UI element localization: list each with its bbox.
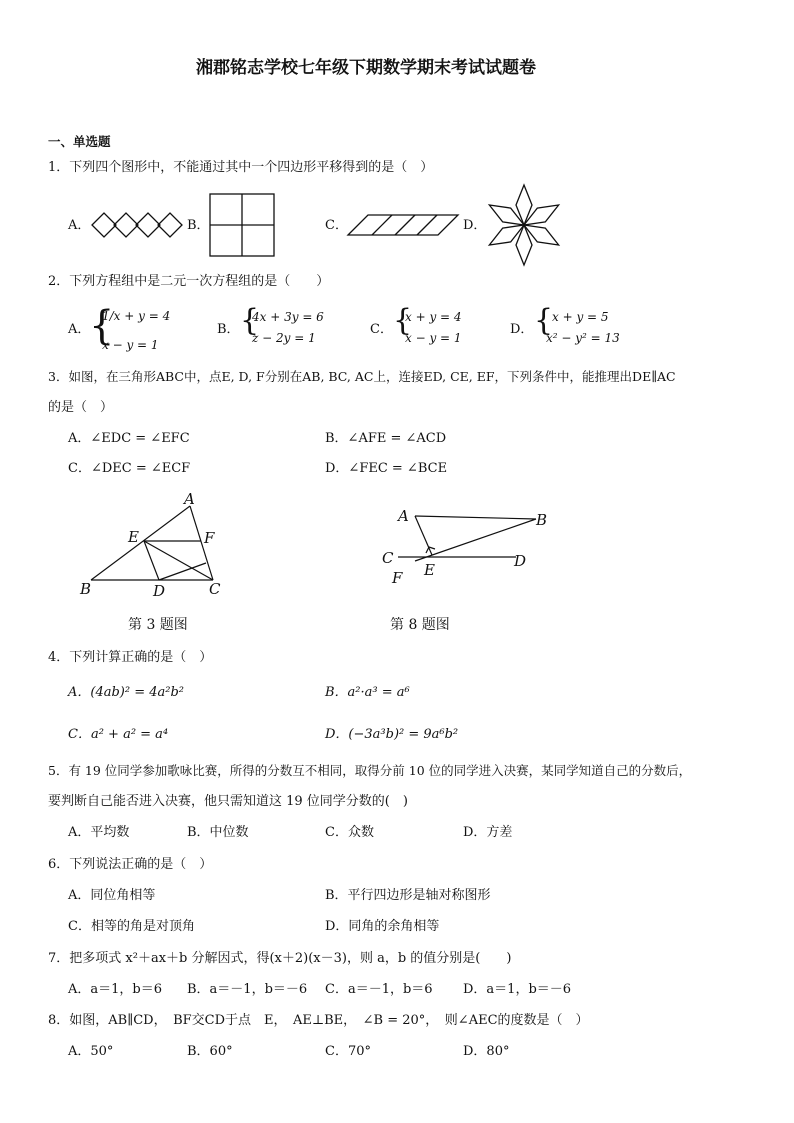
page-title: 湘郡铭志学校七年级下期数学期末考试试题卷 <box>196 58 536 78</box>
q1-option-c-label: C． <box>325 218 348 233</box>
q1-option-b-label: B． <box>187 218 210 233</box>
fig8-label-b: B <box>536 511 548 529</box>
q2-c-eq2: x − y = 1 <box>405 331 462 345</box>
q7-option-a: A．a＝1，b＝6 <box>68 982 163 997</box>
q2-a-eq1: 1/x + y = 4 <box>102 309 171 323</box>
q1-figure-d-star <box>486 184 562 266</box>
q2-option-c-label: C． <box>370 322 393 337</box>
figure-3-triangle <box>76 490 236 600</box>
q3-option-a: A．∠EDC = ∠EFC <box>68 431 190 446</box>
question-4-stem: 4．下列计算正确的是（ ） <box>48 650 213 665</box>
q2-d-brace: { <box>534 303 554 338</box>
q5-option-b: B．中位数 <box>187 825 249 840</box>
q8-option-a: A．50° <box>68 1044 114 1059</box>
q2-b-eq1: 4x + 3y = 6 <box>252 310 324 324</box>
figure-8-caption: 第 8 题图 <box>390 617 450 633</box>
q6-option-c: C．相等的角是对顶角 <box>68 919 195 934</box>
q2-a-brace: { <box>89 303 115 349</box>
section-heading: 一、单选题 <box>48 134 111 149</box>
question-6-stem: 6．下列说法正确的是（ ） <box>48 857 213 872</box>
question-8-stem: 8．如图，AB∥CD， BF交CD于点 E， AE⊥BE， ∠B = 20°， 则∠AEC的度数是（ ） <box>48 1013 589 1028</box>
fig8-label-e: E <box>424 561 435 579</box>
q2-d-eq2: x² − y² = 13 <box>546 331 620 345</box>
q3-option-c: C．∠DEC = ∠ECF <box>68 461 191 476</box>
question-1-stem: 1．下列四个图形中，不能通过其中一个四边形平移得到的是（ ） <box>48 160 434 175</box>
fig8-label-d: D <box>514 552 527 570</box>
fig3-label-b: B <box>80 580 92 598</box>
q2-a-eq2: x − y = 1 <box>102 338 159 352</box>
q3-option-d: D．∠FEC = ∠BCE <box>325 461 448 476</box>
fig3-label-f: F <box>204 529 215 547</box>
q4-option-d: D．(−3a³b)² = 9a⁶b² <box>325 727 459 742</box>
fig3-label-e: E <box>128 528 139 546</box>
q2-b-brace: { <box>240 303 260 338</box>
figure-3-caption: 第 3 题图 <box>128 617 188 633</box>
fig8-label-f: F <box>392 569 403 587</box>
q2-d-eq1: x + y = 5 <box>552 310 609 324</box>
question-2-stem: 2．下列方程组中是二元一次方程组的是（ ） <box>48 274 330 289</box>
q2-option-b-label: B． <box>217 322 240 337</box>
q4-option-a: A．(4ab)² = 4a²b² <box>68 685 185 700</box>
question-5-stem-line1: 5．有 19 位同学参加歌咏比赛，所得的分数互不相同，取得分前 10 位的同学进入决赛，某同学知道自己的分数后， <box>48 763 692 778</box>
q1-figure-b-grid <box>209 193 275 257</box>
question-3-stem-line1: 3．如图，在三角形ABC中，点E, D, F分别在AB, BC, AC上，连接ED, CE, EF，下列条件中，能推理出DE∥AC <box>48 369 676 384</box>
q2-option-a-label: A． <box>68 322 91 337</box>
q5-option-c: C．众数 <box>325 825 374 840</box>
q4-option-c: C．a² + a² = a⁴ <box>68 727 169 742</box>
q8-option-c: C．70° <box>325 1044 371 1059</box>
q2-c-eq1: x + y = 4 <box>405 310 462 324</box>
q2-c-brace: { <box>393 303 413 338</box>
fig3-label-c: C <box>209 580 221 598</box>
fig3-label-d: D <box>153 582 166 600</box>
figure-8-parallel-lines <box>378 500 558 590</box>
q1-option-d-label: D． <box>463 218 487 233</box>
fig8-label-c: C <box>382 549 394 567</box>
q6-option-a: A．同位角相等 <box>68 888 156 903</box>
q1-figure-c-parallelograms <box>347 214 459 236</box>
q6-option-b: B．平行四边形是轴对称图形 <box>325 888 491 903</box>
q1-option-a-label: A． <box>68 218 91 233</box>
question-3-stem-line2: 的是（ ） <box>48 400 114 415</box>
fig3-label-a: A <box>184 490 195 508</box>
q8-option-d: D．80° <box>463 1044 510 1059</box>
fig8-label-a: A <box>398 507 409 525</box>
q2-b-eq2: z − 2y = 1 <box>252 331 316 345</box>
q1-figure-a-diamonds <box>92 210 184 240</box>
question-5-stem-line2: 要判断自己能否进入决赛，他只需知道这 19 位同学分数的( ) <box>48 794 408 809</box>
q7-option-d: D．a＝1，b＝－6 <box>463 982 572 997</box>
q7-option-c: C．a＝－1，b＝6 <box>325 982 433 997</box>
q3-option-b: B．∠AFE = ∠ACD <box>325 431 447 446</box>
q5-option-d: D．方差 <box>463 825 513 840</box>
q4-option-b: B．a²·a³ = a⁶ <box>325 685 410 700</box>
q5-option-a: A．平均数 <box>68 825 130 840</box>
q2-option-d-label: D． <box>510 322 534 337</box>
q8-option-b: B．60° <box>187 1044 233 1059</box>
q6-option-d: D．同角的余角相等 <box>325 919 440 934</box>
question-7-stem: 7．把多项式 x²＋ax＋b 分解因式，得(x＋2)(x－3)，则 a，b 的值分别是( ) <box>48 951 512 966</box>
q7-option-b: B．a＝－1，b＝－6 <box>187 982 308 997</box>
